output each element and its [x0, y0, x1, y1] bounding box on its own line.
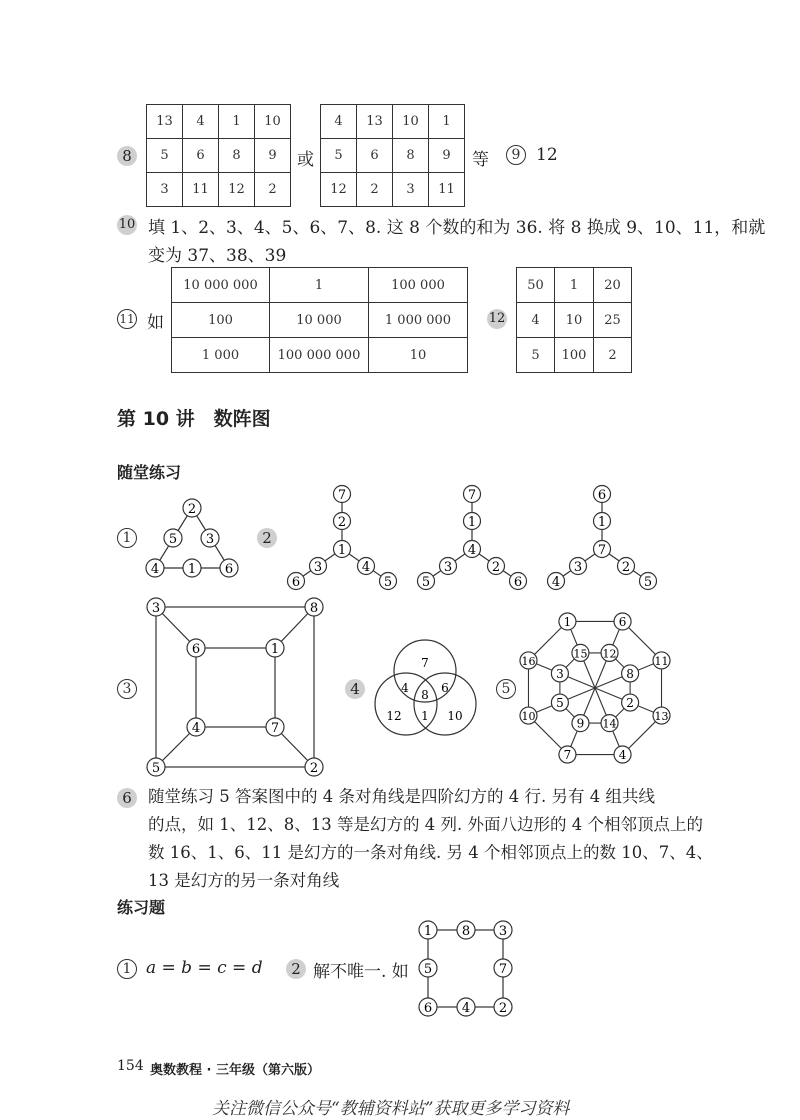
- practice-title: 随堂练习: [117, 463, 182, 482]
- inner-node: [601, 644, 618, 661]
- grid-cell: 11: [183, 173, 219, 207]
- node-label: 1: [337, 543, 347, 558]
- q9-answer: 12: [536, 145, 558, 165]
- node-label: 5: [421, 575, 431, 590]
- p2-star-1: [282, 484, 402, 594]
- region-label: 4: [401, 681, 409, 695]
- node: [618, 558, 635, 576]
- outer-node: [614, 746, 631, 763]
- grid-cell: 1: [219, 105, 255, 139]
- node: [510, 573, 527, 591]
- grid-cell: 2: [357, 173, 393, 207]
- p6-paragraph: [148, 783, 713, 895]
- node: [183, 499, 201, 517]
- node-label: 1: [597, 515, 607, 530]
- node-label: 14: [602, 717, 617, 731]
- node-label: 3: [205, 532, 215, 547]
- outer-node: [653, 707, 670, 724]
- node-label: 6: [597, 488, 607, 503]
- node-label: 6: [513, 575, 523, 590]
- node-label: 4: [191, 721, 201, 736]
- grid-cell: 8: [219, 139, 255, 173]
- node: [494, 959, 512, 977]
- watermark-text: 关注微信公众号“教辅资料站”获取更多学习资料: [212, 1099, 570, 1119]
- node: [464, 541, 481, 559]
- grid-cell: 6: [357, 139, 393, 173]
- grid-cell: 5: [147, 139, 183, 173]
- node: [187, 718, 205, 736]
- node-label: 1: [467, 515, 477, 530]
- node-label: 6: [423, 1001, 433, 1016]
- node: [457, 921, 475, 939]
- grid-cell: 1: [555, 268, 594, 303]
- node: [334, 541, 351, 559]
- grid-cell: 50: [517, 268, 555, 303]
- page-number: 154: [117, 1058, 144, 1074]
- inner-node: [551, 665, 568, 682]
- grid-cell: 1: [429, 105, 465, 139]
- p5-octagon-diagram: [515, 608, 675, 768]
- region-label: 12: [386, 709, 402, 723]
- grid-cell: 11: [429, 173, 465, 207]
- q8-grid-b: [320, 104, 465, 207]
- grid-cell: 5: [517, 338, 555, 373]
- inner-node: [601, 715, 618, 732]
- node: [288, 573, 305, 591]
- grid-cell: 13: [147, 105, 183, 139]
- node-label: 2: [621, 560, 631, 575]
- q10-line1: 填 1、2、3、4、5、6、7、8. 这 8 个数的和为 36. 将 8 换成 9、10、11，和就: [148, 218, 766, 238]
- p6-badge: 6: [117, 788, 137, 808]
- q11-prefix: 如: [147, 313, 164, 333]
- node-label: 5: [168, 532, 178, 547]
- node: [419, 998, 437, 1016]
- region-label: 6: [441, 681, 449, 695]
- q10-badge: 10: [117, 215, 137, 235]
- q8-grid-a: [146, 104, 291, 207]
- node-label: 4: [467, 543, 477, 558]
- node-label: 7: [563, 748, 572, 763]
- node: [418, 573, 435, 591]
- grid-cell: 10: [555, 303, 594, 338]
- node: [419, 921, 437, 939]
- p6-line: 数 16、1、6、11 是幻方的一条对角线. 另 4 个相邻顶点上的数 10、7、4、: [148, 843, 713, 862]
- grid-cell: 9: [429, 139, 465, 173]
- grid-cell: 10 000: [270, 303, 369, 338]
- grid-cell: 4: [183, 105, 219, 139]
- node: [570, 558, 587, 576]
- node: [594, 486, 611, 504]
- q10-line2: 变为 37、38、39: [148, 246, 287, 266]
- p5-number: 5: [496, 679, 516, 699]
- grid-cell: 20: [594, 268, 632, 303]
- node-label: 7: [270, 721, 280, 736]
- node-label: 6: [618, 614, 627, 629]
- node: [640, 573, 657, 591]
- e2-square-diagram: [414, 918, 514, 1018]
- grid-cell: 4: [517, 303, 555, 338]
- node: [464, 513, 481, 531]
- grid-cell: 6: [183, 139, 219, 173]
- node: [548, 573, 565, 591]
- grid-cell: 3: [147, 173, 183, 207]
- p6-line: 随堂练习 5 答案图中的 4 条对角线是四阶幻方的 4 行. 另有 4 组共线: [148, 787, 655, 806]
- grid-cell: 1 000 000: [369, 303, 468, 338]
- node-label: 2: [498, 1001, 508, 1016]
- grid-cell: 100 000 000: [270, 338, 369, 373]
- lecture-title: 第 10 讲 数阵图: [117, 408, 271, 430]
- node-label: 4: [461, 1001, 471, 1016]
- node: [457, 998, 475, 1016]
- node-label: 3: [498, 924, 508, 939]
- node-label: 5: [556, 696, 564, 711]
- grid-cell: 10: [369, 338, 468, 373]
- node: [594, 541, 611, 559]
- region-label: 1: [421, 709, 429, 723]
- node: [183, 559, 201, 577]
- p4-venn-diagram: [368, 635, 488, 745]
- node-label: 5: [383, 575, 393, 590]
- node-label: 10: [521, 710, 536, 724]
- node-label: 2: [491, 560, 501, 575]
- node: [488, 558, 505, 576]
- node-label: 1: [423, 924, 433, 939]
- node: [494, 998, 512, 1016]
- q8-or-text: 或: [297, 150, 314, 170]
- region-label: 10: [447, 709, 463, 723]
- inner-node: [572, 644, 589, 661]
- node-label: 2: [309, 761, 319, 776]
- node: [305, 758, 323, 776]
- node: [334, 486, 351, 504]
- region-label: 7: [421, 656, 429, 670]
- node-label: 4: [361, 560, 371, 575]
- q11-number: 11: [117, 309, 137, 329]
- node-label: 13: [654, 710, 669, 724]
- node: [147, 598, 165, 616]
- p6-line: 13 是幻方的另一条对角线: [148, 871, 340, 890]
- e2-badge: 2: [286, 959, 306, 979]
- node-label: 2: [626, 696, 634, 711]
- node: [594, 513, 611, 531]
- node-label: 3: [151, 601, 161, 616]
- node-label: 2: [187, 502, 197, 517]
- p3-number: 3: [117, 679, 137, 699]
- grid-cell: 100: [172, 303, 270, 338]
- node-label: 4: [551, 575, 561, 590]
- grid-cell: 8: [393, 139, 429, 173]
- node-label: 5: [643, 575, 653, 590]
- node: [334, 513, 351, 531]
- node: [419, 959, 437, 977]
- p1-number: 1: [117, 528, 137, 548]
- p2-badge: 2: [257, 528, 277, 548]
- node: [464, 486, 481, 504]
- node-label: 6: [291, 575, 301, 590]
- book-title: 奥数教程 · 三年级（第六版）: [150, 1063, 320, 1078]
- e1-number: 1: [117, 959, 137, 979]
- node-label: 1: [270, 642, 280, 657]
- node-label: 8: [461, 924, 471, 939]
- outer-node: [559, 613, 576, 630]
- node-label: 11: [654, 654, 669, 668]
- grid-cell: 2: [255, 173, 291, 207]
- p3-cube-diagram: [140, 595, 330, 785]
- grid-cell: 3: [393, 173, 429, 207]
- node-label: 4: [618, 748, 627, 763]
- grid-cell: 4: [321, 105, 357, 139]
- node-label: 1: [563, 614, 572, 629]
- q11-grid: [171, 267, 468, 373]
- grid-cell: 12: [321, 173, 357, 207]
- outer-node: [653, 652, 670, 669]
- node-label: 15: [573, 647, 588, 661]
- node-label: 5: [423, 962, 433, 977]
- node-label: 16: [521, 654, 536, 668]
- inner-node: [622, 665, 639, 682]
- node-label: 9: [576, 716, 585, 731]
- grid-cell: 10 000 000: [172, 268, 270, 303]
- node: [266, 639, 284, 657]
- node: [201, 529, 219, 547]
- node-label: 5: [151, 761, 161, 776]
- grid-cell: 5: [321, 139, 357, 173]
- exercise-title: 练习题: [117, 898, 166, 917]
- node: [310, 558, 327, 576]
- grid-cell: 1 000: [172, 338, 270, 373]
- q12-badge: 12: [487, 309, 507, 329]
- grid-cell: 12: [219, 173, 255, 207]
- grid-cell: 10: [255, 105, 291, 139]
- node-label: 7: [498, 962, 508, 977]
- grid-cell: 10: [393, 105, 429, 139]
- q12-grid: [516, 267, 632, 373]
- node-label: 6: [191, 642, 201, 657]
- node-label: 7: [597, 543, 607, 558]
- e2-text: 解不唯一. 如: [313, 962, 409, 982]
- outer-node: [520, 652, 537, 669]
- node: [380, 573, 397, 591]
- grid-cell: 1: [270, 268, 369, 303]
- region-label: 8: [421, 688, 429, 702]
- node: [147, 758, 165, 776]
- grid-cell: 25: [594, 303, 632, 338]
- q9-number: 9: [506, 145, 526, 165]
- node-label: 8: [309, 601, 319, 616]
- e1-text: a = b = c = d: [146, 958, 263, 978]
- grid-cell: 9: [255, 139, 291, 173]
- grid-cell: 2: [594, 338, 632, 373]
- inner-node: [622, 694, 639, 711]
- node: [146, 559, 164, 577]
- node-label: 1: [187, 562, 197, 577]
- outer-node: [559, 746, 576, 763]
- inner-node: [551, 694, 568, 711]
- node: [305, 598, 323, 616]
- node-label: 4: [150, 562, 160, 577]
- q8-badge: 8: [117, 146, 137, 166]
- node-label: 3: [556, 666, 564, 681]
- node-label: 3: [443, 560, 453, 575]
- node-label: 7: [467, 488, 477, 503]
- grid-cell: 100 000: [369, 268, 468, 303]
- node-label: 8: [626, 666, 634, 681]
- p4-badge: 4: [345, 679, 365, 699]
- node-label: 7: [337, 488, 347, 503]
- node-label: 3: [313, 560, 323, 575]
- p2-star-2: [412, 484, 532, 594]
- node: [220, 559, 238, 577]
- q8-etc-text: 等: [472, 150, 489, 170]
- grid-cell: 13: [357, 105, 393, 139]
- outer-node: [520, 707, 537, 724]
- grid-cell: 100: [555, 338, 594, 373]
- node: [440, 558, 457, 576]
- inner-node: [572, 715, 589, 732]
- node: [266, 718, 284, 736]
- p1-triangle-diagram: [140, 492, 240, 582]
- p2-star-3: [542, 484, 662, 594]
- node: [164, 529, 182, 547]
- node: [187, 639, 205, 657]
- node-label: 6: [224, 562, 234, 577]
- node-label: 2: [337, 515, 347, 530]
- node: [494, 921, 512, 939]
- node: [358, 558, 375, 576]
- outer-node: [614, 613, 631, 630]
- node-label: 3: [573, 560, 583, 575]
- node-label: 12: [602, 647, 617, 661]
- p6-line: 的点，如 1、12、8、13 等是幻方的 4 列. 外面八边形的 4 个相邻顶点上的: [148, 815, 703, 834]
